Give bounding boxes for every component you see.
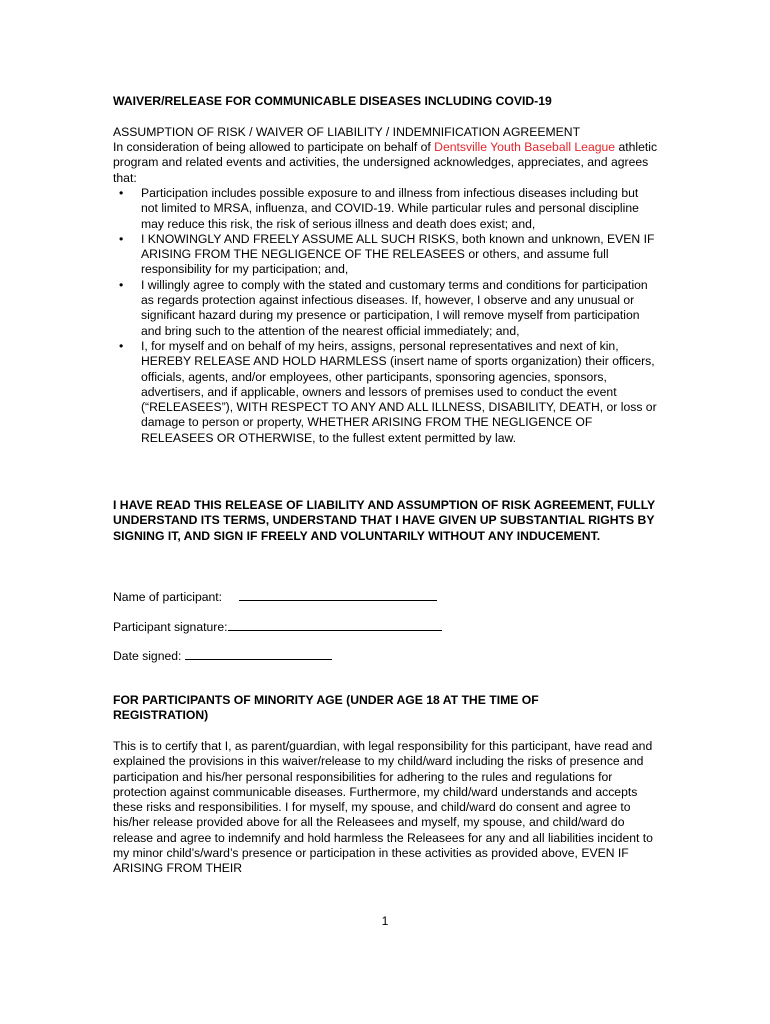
- bullet-item: [113, 232, 658, 278]
- agreement-subtitle: ASSUMPTION OF RISK / WAIVER OF LIABILITY / INDEMNIFICATION AGREEMENT: [113, 125, 581, 139]
- date-signed-row: [113, 648, 332, 664]
- intro-text-after: athletic program and related events and activities, the undersigned acknowledges, appreciates, and agrees that:: [113, 140, 658, 185]
- date-signed-field[interactable]: [185, 648, 332, 660]
- bullet-text: Participation includes possible exposure to and illness from infectious diseases including but not limited to MRSA, influenza, and COVID-19. While particular rules and personal discipline may reduce this risk, the risk of serious illness and death does exist; and,: [141, 186, 639, 231]
- bullet-icon: •: [119, 231, 124, 246]
- risk-bullet-list: [113, 186, 658, 446]
- date-signed-label: Date signed:: [113, 649, 182, 663]
- bullet-item: [113, 278, 658, 339]
- intro-text-before: In consideration of being allowed to participate on behalf of: [113, 140, 435, 154]
- bullet-item: [113, 186, 658, 232]
- bullet-icon: •: [119, 186, 124, 200]
- participant-signature-row: [113, 619, 442, 635]
- document-title: WAIVER/RELEASE FOR COMMUNICABLE DISEASES INCLUDING COVID-19: [113, 94, 552, 108]
- intro-paragraph: [113, 140, 658, 186]
- bullet-icon: •: [119, 277, 124, 292]
- participant-signature-field[interactable]: [228, 619, 442, 631]
- participant-name-field[interactable]: [239, 589, 437, 601]
- minor-consent-paragraph: This is to certify that I, as parent/guardian, with legal responsibility for this participant, have read and explained the provisions in this waiver/release to my child/ward including the risks of presence and participation and his/her personal responsibilities for adhering to the rules and regulations for protection against communicable diseases. Furthermore, my child/ward understands and accepts these risks and responsibilities. I for myself, my spouse, and child/ward do consent and agree to his/her release provided above for all the Releasees and myself, my spouse, and child/ward do release and agree to indemnify and hold harmless the Releasees for any and all liabilities incident to my minor child’s/ward’s presence or participation in these activities as provided above, EVEN IF ARISING FROM THEIR: [113, 739, 653, 876]
- bullet-icon: •: [119, 338, 124, 353]
- minor-section-heading: FOR PARTICIPANTS OF MINORITY AGE (UNDER AGE 18 AT THE TIME OF REGISTRATION): [113, 693, 539, 723]
- bullet-text: I willingly agree to comply with the stated and customary terms and conditions for participation as regards protection against infectious diseases. If, however, I observe and any unusual or significant hazard during my presence or participation, I will remove myself from participation and bring such to the attention of the nearest official immediately; and,: [141, 277, 648, 338]
- organization-name: Dentsville Youth Baseball League: [434, 140, 616, 154]
- bullet-text: I KNOWINGLY AND FREELY ASSUME ALL SUCH RISKS, both known and unknown, EVEN IF ARISING FROM THE NEGLIGENCE OF THE RELEASEES or others, and assume full responsibility for my participation; and,: [141, 231, 655, 277]
- participant-signature-label: Participant signature:: [113, 620, 228, 634]
- acknowledgement-statement: I HAVE READ THIS RELEASE OF LIABILITY AND ASSUMPTION OF RISK AGREEMENT, FULLY UNDERSTAND ITS TERMS, UNDERSTAND THAT I HAVE GIVEN UP SUBSTANTIAL RIGHTS BY SIGNING IT, AND SIGN IF FREELY AND VOLUNTARILY WITHOUT ANY INDUCEMENT.: [113, 498, 655, 543]
- bullet-text: I, for myself and on behalf of my heirs, assigns, personal representatives and next of kin, HEREBY RELEASE AND HOLD HARMLESS (insert name of sports organization) their officers, officials, agents, and/or employees, other participants, sponsoring agencies, sponsors, advertisers, and if applicable, owners and lessors of premises used to conduct the event (“RELEASEES”), WITH RESPECT TO ANY AND ALL ILLNESS, DISABILITY, DEATH, or loss or damage to person or property, WHETHER ARISING FROM THE NEGLIGENCE OF RELEASEES OR OTHERWISE, to the fullest extent permitted by law.: [141, 338, 657, 445]
- page-number: 1: [381, 914, 389, 928]
- participant-name-label: Name of participant:: [113, 590, 223, 604]
- participant-name-row: [113, 589, 437, 605]
- bullet-item: [113, 339, 658, 446]
